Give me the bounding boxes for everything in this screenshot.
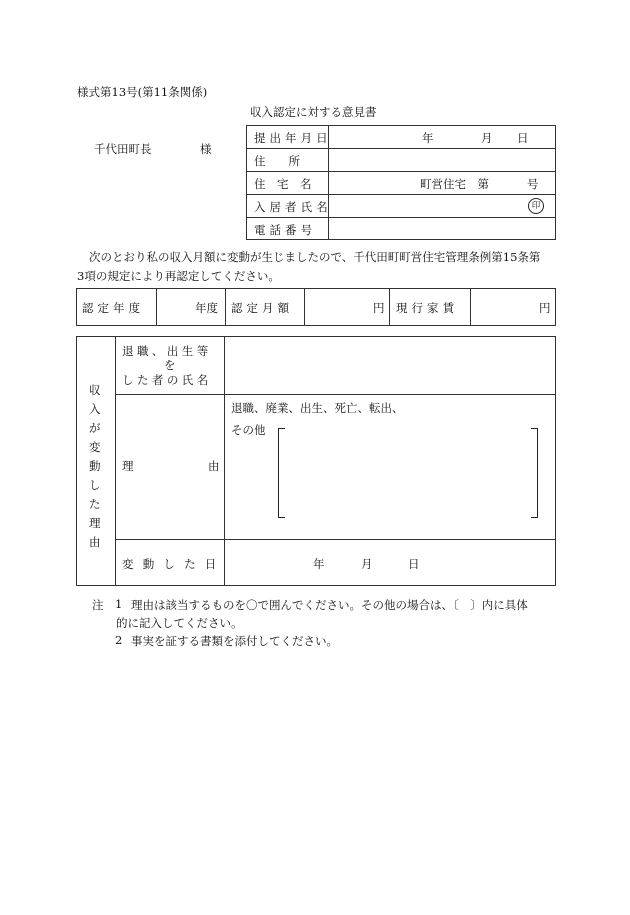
notes-prefix: 注: [92, 598, 104, 612]
submit-year-unit: 年: [422, 131, 434, 145]
phone-label: 電話番号: [254, 223, 317, 237]
person-label-line3: した者の氏名: [122, 373, 212, 387]
addressee: 千代田町長: [94, 142, 152, 156]
side-label-char: が: [89, 421, 101, 435]
side-label-char: 理: [89, 516, 101, 530]
housing-name: 町営住宅 第: [420, 177, 489, 191]
changed-month-unit: 月: [361, 557, 373, 571]
body-text-line1: 次のとおり私の収入月額に変動が生じましたので、千代田町町営住宅管理条例第15条第: [89, 250, 541, 264]
side-label-char: し: [89, 478, 101, 492]
note1-line2: 的に記入してください。: [116, 616, 243, 630]
submit-date-label: 提出年月日: [254, 131, 332, 145]
reason-label-right: 由: [208, 459, 220, 473]
note2-text: 事実を証する書類を添付してください。: [131, 634, 338, 648]
resident-label: 入居者氏名: [254, 200, 332, 214]
note2-number: 2: [115, 633, 123, 647]
person-label-line2: を: [164, 358, 176, 372]
current-rent-field[interactable]: [472, 290, 536, 324]
recognition-table: [76, 288, 556, 326]
bracket-right-icon: [531, 428, 538, 518]
changed-day-unit: 日: [408, 557, 420, 571]
note1-number: 1: [115, 597, 123, 611]
recognition-year-unit: 年度: [195, 301, 218, 315]
side-label-char: 収: [89, 383, 101, 397]
form-number: 様式第13号(第11条関係): [77, 85, 208, 99]
reason-other-field[interactable]: [288, 431, 526, 513]
seal-icon: 印: [528, 198, 544, 214]
resident-name-field[interactable]: [330, 196, 520, 216]
honorific: 様: [200, 142, 212, 156]
person-name-field[interactable]: [226, 338, 553, 393]
phone-field[interactable]: [330, 219, 554, 238]
submit-date-field[interactable]: [330, 127, 554, 147]
reason-other-label[interactable]: その他: [231, 423, 266, 437]
submit-month-unit: 月: [481, 131, 493, 145]
recognition-amount-field[interactable]: [306, 290, 370, 324]
side-label-char: た: [89, 497, 101, 511]
bracket-left-icon: [278, 428, 285, 518]
note1-line1: 理由は該当するものを〇で囲んでください。その他の場合は、〔 〕内に具体: [131, 598, 528, 612]
changed-year-unit: 年: [313, 557, 325, 571]
changed-date-label: 変動した日: [122, 557, 226, 571]
housing-label: 住 宅 名: [254, 177, 312, 191]
housing-number-unit: 号: [527, 177, 539, 191]
current-rent-label: 現行家賃: [396, 301, 459, 315]
submit-day-unit: 日: [517, 131, 529, 145]
reason-options[interactable]: 退職、廃業、出生、死亡、転出、: [231, 401, 404, 415]
changed-date-field[interactable]: [226, 542, 553, 583]
side-label-char: 変: [89, 440, 101, 454]
recognition-year-field[interactable]: [158, 290, 192, 324]
person-label-line1: 退職、出生等: [122, 344, 212, 358]
side-label-vertical: [89, 381, 101, 552]
address-label: 住 所: [254, 154, 300, 168]
side-label-char: 動: [89, 459, 101, 473]
recognition-year-label: 認定年度: [82, 301, 145, 315]
side-label-char: 入: [89, 402, 101, 416]
current-rent-unit: 円: [539, 301, 551, 315]
side-label-char: 由: [89, 535, 101, 549]
reason-table: [76, 336, 556, 586]
housing-number-field[interactable]: [491, 173, 525, 193]
document-title: 収入認定に対する意見書: [250, 105, 377, 119]
reason-label-left: 理: [122, 459, 134, 473]
address-field[interactable]: [330, 150, 554, 170]
applicant-table: [246, 125, 556, 240]
recognition-amount-label: 認定月額: [231, 301, 294, 315]
body-text-line2: 3項の規定により再認定してください。: [77, 269, 280, 283]
recognition-amount-unit: 円: [373, 301, 385, 315]
